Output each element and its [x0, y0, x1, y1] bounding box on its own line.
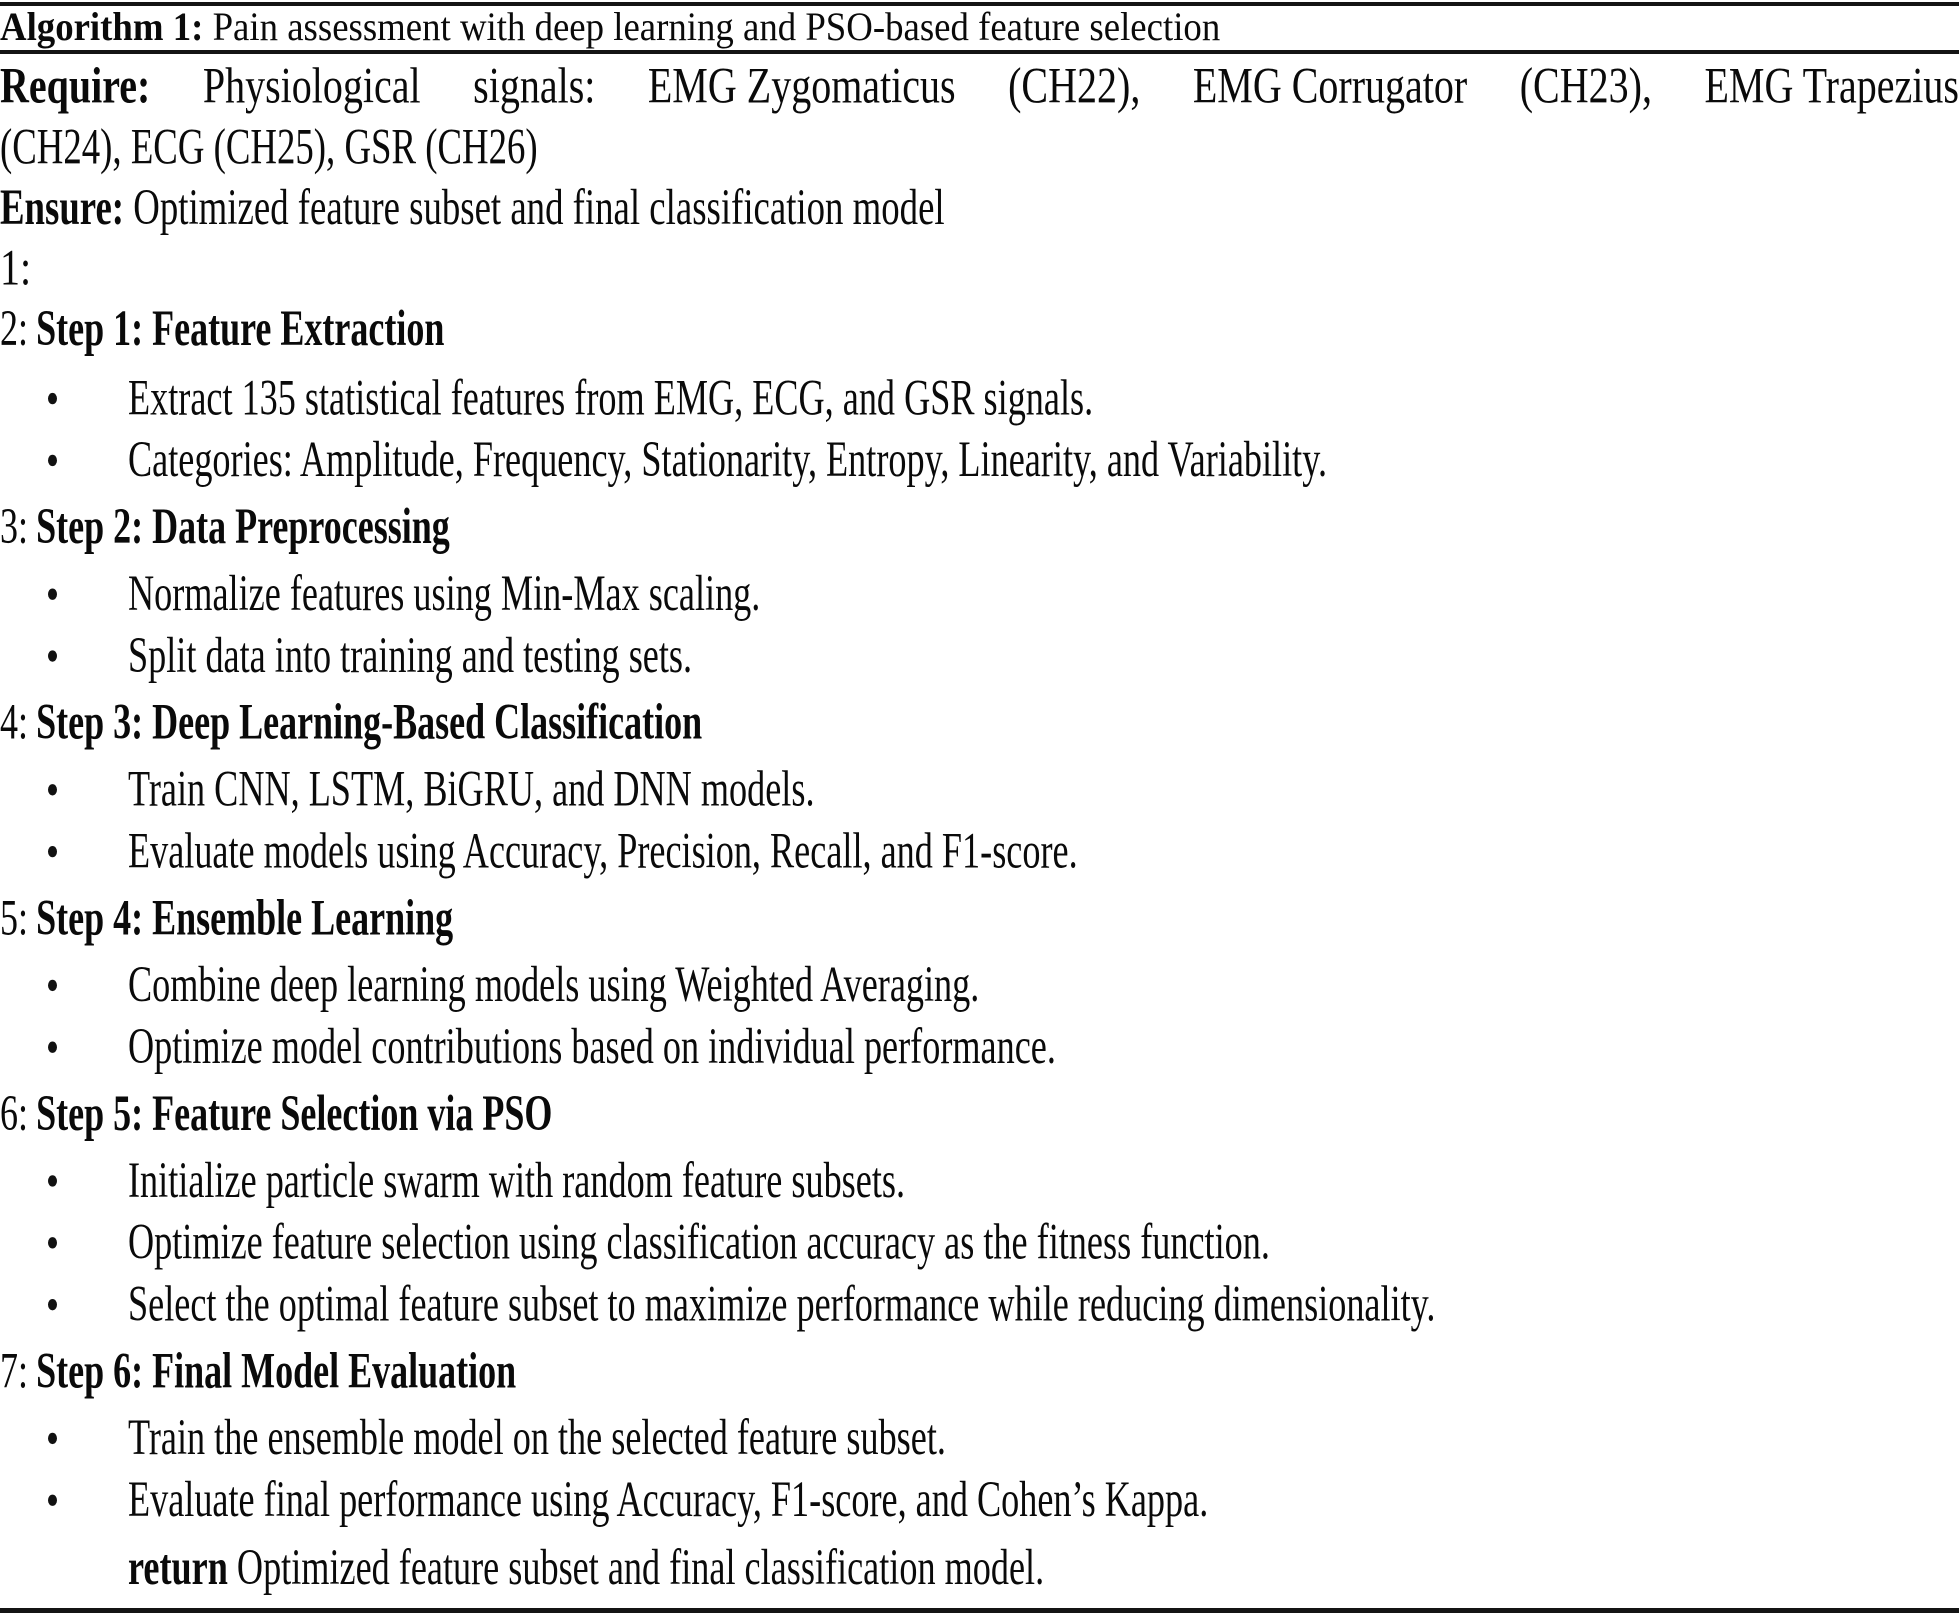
step-number-3: 3: — [0, 497, 29, 555]
bullet-icon — [48, 1299, 57, 1310]
step-line-7 — [0, 1341, 516, 1402]
list-item — [0, 954, 1069, 1015]
bullet-icon — [48, 1433, 57, 1444]
step-line-2 — [0, 298, 444, 359]
step-line-4 — [0, 692, 702, 753]
require-part-3: (CH22), — [1008, 57, 1141, 115]
step-line-6 — [0, 1083, 552, 1144]
list-item — [0, 563, 827, 624]
list-item-text: Combine deep learning models using Weighted Averaging. — [128, 955, 980, 1013]
ensure-text: Optimized feature subset and final classification model — [133, 178, 945, 236]
step-heading-5: Step 4: Ensemble Learning — [36, 888, 454, 946]
list-item — [0, 821, 1177, 882]
list-item-text: Optimize feature selection using classification accuracy as the fitness function. — [128, 1213, 1270, 1270]
bullet-icon — [48, 393, 57, 404]
algorithm-title: Pain assessment with deep learning and PSO-based feature selection — [212, 4, 1221, 49]
list-item — [0, 430, 1453, 491]
list-item — [0, 1469, 1322, 1530]
require-part-4: EMG Corrugator — [1192, 57, 1468, 115]
list-item-text: Evaluate models using Accuracy, Precision, Recall, and F1-score. — [128, 821, 1078, 879]
require-line-2-text: (CH24), ECG (CH25), GSR (CH26) — [0, 117, 538, 175]
return-text-value: Optimized feature subset and final classification model. — [236, 1538, 1045, 1596]
list-item — [0, 1212, 1390, 1273]
return-statement — [0, 1537, 1140, 1598]
list-item-text: Normalize features using Min-Max scaling. — [128, 564, 761, 622]
bullet-icon — [48, 980, 57, 991]
list-item — [0, 759, 887, 820]
step-heading-7: Step 6: Final Model Evaluation — [36, 1341, 517, 1399]
step-number-6: 6: — [0, 1084, 29, 1142]
step-line-3 — [0, 496, 450, 557]
list-item — [0, 368, 1194, 429]
step-heading-4: Step 3: Deep Learning-Based Classification — [36, 693, 703, 751]
list-item-text: Train CNN, LSTM, BiGRU, and DNN models. — [128, 760, 815, 817]
algorithm-caption — [0, 3, 1220, 50]
step-line-5 — [0, 888, 453, 949]
list-item — [0, 1150, 987, 1211]
bullet-icon — [48, 1495, 57, 1506]
require-line-1 — [0, 56, 1959, 117]
return-keyword: return — [128, 1538, 228, 1596]
bullet-icon — [48, 1042, 57, 1053]
require-part-2: EMG Zygomaticus — [647, 57, 956, 115]
bullet-icon — [48, 1237, 57, 1248]
step-heading-2: Step 1: Feature Extraction — [36, 299, 445, 357]
step-number-5: 5: — [0, 888, 29, 946]
require-part-0: Physiological — [202, 57, 421, 115]
bullet-icon — [48, 589, 57, 600]
bullet-icon — [48, 846, 57, 857]
algorithm-header-rule — [0, 50, 1959, 54]
list-item — [0, 1274, 1573, 1335]
step-line-1 — [0, 238, 31, 299]
algorithm-number-label: Algorithm 1: — [0, 4, 204, 49]
list-item — [0, 625, 751, 686]
require-part-5: (CH23), — [1519, 57, 1652, 115]
list-item-text: Split data into training and testing sets. — [128, 626, 693, 684]
require-label: Require: — [0, 57, 151, 115]
require-part-1: signals: — [473, 57, 596, 115]
require-line-2 — [0, 117, 1959, 178]
bullet-icon — [48, 784, 57, 795]
require-part-6: EMG Trapezius — [1704, 57, 1959, 115]
ensure-line — [0, 177, 1959, 238]
list-item-text: Evaluate final performance using Accuracy, F1-score, and Cohen’s Kappa. — [128, 1470, 1209, 1528]
step-heading-3: Step 2: Data Preprocessing — [36, 497, 450, 555]
list-item-text: Train the ensemble model on the selected feature subset. — [128, 1408, 946, 1466]
bullet-icon — [48, 650, 57, 661]
step-number-1: 1: — [0, 238, 32, 296]
step-number-4: 4: — [0, 693, 29, 751]
list-item-text: Initialize particle swarm with random feature subsets. — [128, 1151, 906, 1209]
step-number-7: 7: — [0, 1341, 29, 1399]
algorithm-bottom-rule — [0, 1608, 1959, 1613]
bullet-icon — [48, 1175, 57, 1186]
list-item-text: Categories: Amplitude, Frequency, Stationarity, Entropy, Linearity, and Variability. — [128, 430, 1328, 488]
list-item-text: Optimize model contributions based on individual performance. — [128, 1017, 1056, 1075]
step-heading-6: Step 5: Feature Selection via PSO — [36, 1084, 553, 1142]
ensure-label: Ensure: — [0, 178, 125, 236]
list-item-text: Extract 135 statistical features from EMG, ECG, and GSR signals. — [128, 368, 1094, 426]
step-number-2: 2: — [0, 299, 29, 357]
bullet-icon — [48, 455, 57, 466]
list-item-text: Select the optimal feature subset to maximize performance while reducing dimensionality. — [128, 1274, 1436, 1332]
list-item — [0, 1407, 1032, 1468]
list-item — [0, 1016, 1153, 1077]
